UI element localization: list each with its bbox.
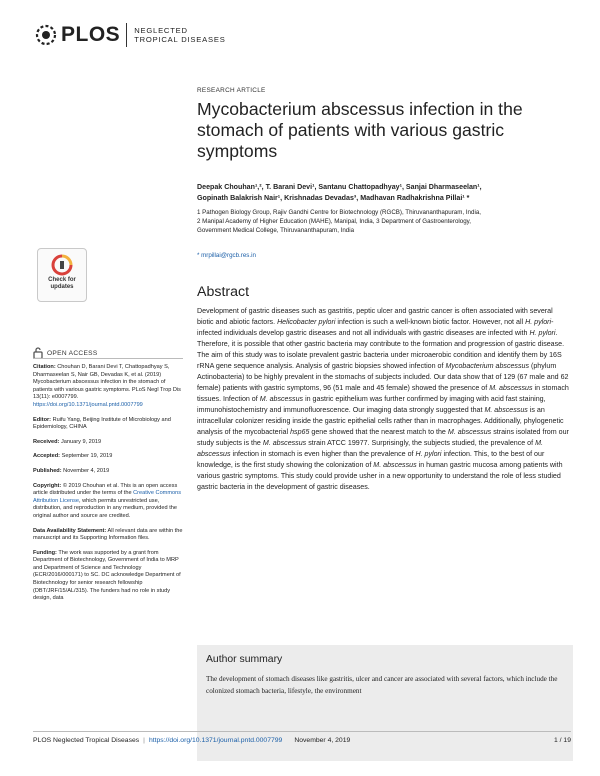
check-updates-label: Check for updates [48,277,76,290]
accepted-date: Accepted: September 19, 2019 [33,453,113,460]
footer-date: November 4, 2019 [294,737,351,744]
logo-divider [126,23,127,47]
copyright: Copyright: © 2019 Chouhan et al. This is an open access article distributed under the terms of the Creative Commons Attribution License, which permits unrestricted use, distribution, and reproduction in any medium, provided the original author and source are credited. [33,482,182,519]
abstract-text: Development of gastric diseases such as gastritis, peptic ulcer and gastric cancer is often associated with several biotic and abiotic factors. Helicobacter pylori infection is such a well-known biotic factor. However, not all H. pylori-infected individuals develop gastric diseases and not all individuals with gastric diseases are infected with H. pylori. Therefore, it is possible that other gastric bacteria may contribute to the formation and progression of gastric disease. The aim of this study was to isolate prevalent gastric bacteria under microaerobic condition and identify them by 16S rRNA gene sequence analysis. Analysis of gastric biopsies showed infection of Mycobacterium abscessus (phylum Actinobacteria) to be highly prevalent in the stomachs of subjects included. Our data show that of 129 (67 male and 62 female) patients with gastric symptoms, 96 (51 male and 45 female) showed the presence of M. abscessus in stomach tissues. Infection of M. abscessus in gastric epithelium was further confirmed by imaging with acid fast staining, immunohistochemistry and immunofluorescence. Our imaging data strongly suggested that M. abscessus is an intracellular colonizer residing inside the gastric epithelial cells rather than in macrophages. Additionally, phylogenetic analysis of the mycobacterial hsp65 gene showed that the nearest match to the M. abscessus strains isolated from our study subjects is the M. abscessus strain ATCC 19977. Surprisingly, the subjects studied, the prevalence of M. abscessus infection in stomach is even higher than the prevalence of H. pylori infection. This, to the best of our knowledge, is the first study showing the colonization of M. abscessus in human gastric mucosa among patients with various gastric symptoms. This study could provide usher in a new opportunity to understand the role of less studied gastric bacteria in the development of gastric diseases. [197,307,569,491]
citation: Citation: Chouhan D, Barani Devi T, Chattopadhyay S, Dharmaseelan S, Nair GB, Devadas K, et al. (2019) Mycobacterium abscessus infection in the stomach of patients with various gastric symptoms. PLoS Negl Trop Dis 13(11): e0007799. https://doi.org/10.1371/journal.pntd.0007799 [33,364,181,408]
citation-doi-link[interactable]: https://doi.org/10.1371/journal.pntd.0007799 [33,401,143,408]
page-footer: PLOS Neglected Tropical Diseases | https://doi.org/10.1371/journal.pntd.0007799 November 4, 2019 1 / 19 [33,737,571,744]
logo-subtitle: NEGLECTED TROPICAL DISEASES [134,26,226,44]
footer-doi-link[interactable]: https://doi.org/10.1371/journal.pntd.0007799 [148,737,283,744]
journal-logo [33,22,226,48]
logo-wordmark: PLOS [61,23,121,46]
affiliations: 1 Pathogen Biology Group, Rajiv Gandhi Centre for Biotechnology (RGCB), Thiruvananthapuram, India, 2 Manipal Academy of Higher Education (MAHE), Manipal, India, 3 Department of Gastroenterology, Government Medical College, Thiruvananthapuram, India [197,209,481,235]
article-title: Mycobacterium abscessus infection in the stomach of patients with various gastric symptoms [197,99,523,161]
author-summary-text: The development of stomach diseases like gastritis, ulcer and cancer are associated with several factors, which include the colonized stomach bacteria, lifestyle, the environment [206,675,558,695]
data-availability: Data Availability Statement: All relevant data are within the manuscript and its Supporting Information files. [33,527,183,542]
check-for-updates-badge[interactable] [37,248,87,302]
article-type-label: RESEARCH ARTICLE [197,87,266,94]
page-number: 1 / 19 [553,737,571,744]
author-list: Deepak Chouhan¹,², T. Barani Devi¹, Santanu Chattopadhyay¹, Sanjai Dharmaseelan¹, Gopinath Balakrish Nair¹, Krishnadas Devadas³, Madhavan Radhakrishna Pillai¹ * [197,183,482,202]
open-access-badge: OPEN ACCESS [33,347,98,359]
article-metadata [33,364,183,610]
footer-divider [33,731,571,732]
plos-logo-icon [33,22,59,48]
author-summary-heading: Author summary [206,654,283,665]
funding: Funding: The work was supported by a grant from Department of Biotechnology, Government of India to MRP and Department of Science and Technology (ECR/2016/000171) to SC. DC acknowledge Department of Biotechnology for senior research fellowship (DBT/JRF/15/AL/315). The funders had no role in study design, data [33,549,181,602]
corresponding-email-link[interactable]: * mrpillai@rgcb.res.in [197,252,256,259]
check-updates-icon [51,254,73,276]
editor: Editor: Ruifu Yang, Beijing Institute of Microbiology and Epidemiology, CHINA [33,416,171,431]
abstract-heading: Abstract [197,284,250,300]
sidebar-divider [33,358,183,359]
footer-journal: PLOS Neglected Tropical Diseases [33,737,140,744]
received-date: Received: January 9, 2019 [33,438,102,445]
license-link[interactable]: Creative Commons Attribution License [33,490,182,504]
published-date: Published: November 4, 2019 [33,467,110,474]
